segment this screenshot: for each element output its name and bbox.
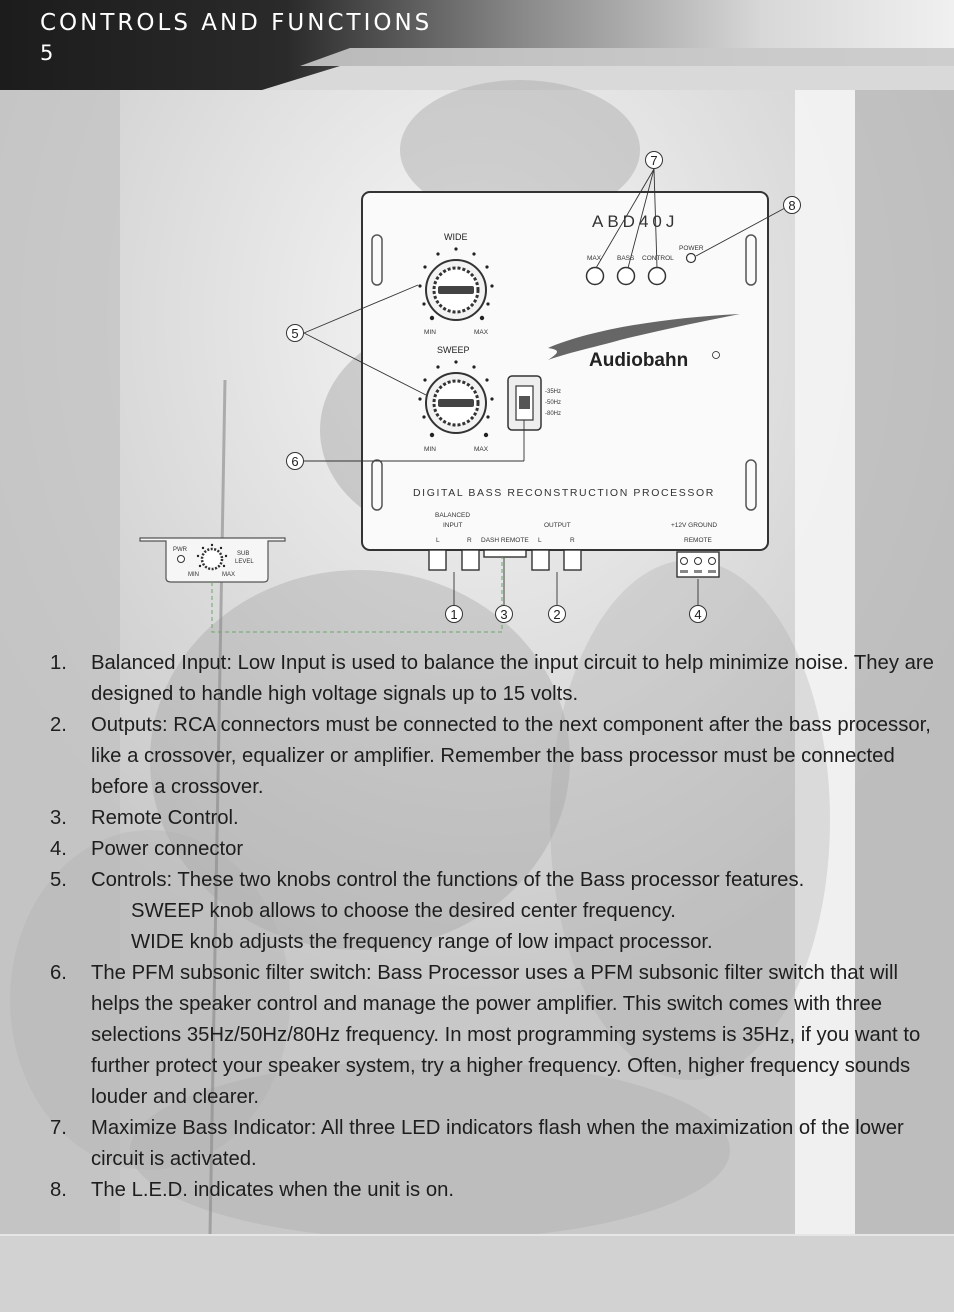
output-r-label: R: [570, 537, 575, 544]
instruction-text: Maximize Bass Indicator: All three LED indicators flash when the maximization of the lower circuit is activated.: [91, 1117, 904, 1170]
instruction-item: [50, 648, 940, 710]
wide-knob[interactable]: [426, 260, 486, 320]
instruction-item: [50, 803, 940, 834]
svg-text:5: 5: [291, 326, 299, 341]
filter-option-35hz: -35Hz: [545, 389, 562, 395]
input-l-label: L: [436, 537, 440, 544]
callout-7: [646, 152, 663, 169]
callout-2: [549, 606, 566, 623]
remote-level-label: LEVEL: [235, 559, 254, 565]
product-label: DIGITAL BASS RECONSTRUCTION PROCESSOR: [413, 487, 715, 499]
instruction-item: [50, 834, 940, 865]
callout-3: [496, 606, 513, 623]
instruction-subtext-wide: WIDE knob adjusts the frequency range of low impact processor.: [131, 931, 713, 953]
output-label: OUTPUT: [544, 522, 571, 529]
instruction-subtext-sweep: SWEEP knob allows to choose the desired center frequency.: [131, 900, 676, 922]
svg-text:8: 8: [788, 198, 796, 213]
sweep-knob-label: SWEEP: [437, 345, 470, 355]
instruction-number: 5.: [50, 869, 67, 891]
instruction-text: Controls: These two knobs control the functions of the Bass processor features.: [91, 869, 805, 891]
instruction-text: Remote Control.: [91, 807, 239, 829]
instruction-number: 1.: [50, 652, 67, 674]
page-number: 5: [40, 41, 54, 65]
power-label: POWER: [679, 245, 704, 252]
instruction-text: Balanced Input: Low Input is used to balance the input circuit to help minimize noise. They are designed to handle high voltage signals up to 15 volts.: [91, 652, 934, 705]
indicator-control-label: CONTROL: [642, 255, 674, 262]
filter-option-50hz: -50Hz: [545, 400, 562, 406]
indicator-max-label: MAX: [587, 255, 602, 262]
sweep-knob[interactable]: [426, 373, 486, 433]
instruction-number: 7.: [50, 1117, 67, 1139]
max-led-icon: [587, 268, 604, 285]
sub-level-knob[interactable]: [202, 549, 222, 569]
instruction-number: 8.: [50, 1179, 67, 1201]
svg-text:6: 6: [291, 454, 299, 469]
svg-text:7: 7: [650, 153, 658, 168]
instruction-text: The L.E.D. indicates when the unit is on.: [91, 1179, 455, 1201]
bass-led-icon: [618, 268, 635, 285]
instruction-item: [50, 1113, 940, 1175]
callout-1: [446, 606, 463, 623]
instruction-number: 6.: [50, 962, 67, 984]
svg-text:4: 4: [694, 607, 702, 622]
subsonic-filter-switch[interactable]: [508, 376, 541, 430]
power-ground-label: +12V GROUND: [671, 522, 718, 529]
remote-min-label: MIN: [188, 572, 199, 578]
remote-label: REMOTE: [684, 537, 712, 544]
callout-4: [690, 606, 707, 623]
svg-text:1: 1: [450, 607, 458, 622]
power-led-icon: [687, 254, 696, 263]
instruction-item: [50, 1175, 940, 1206]
wide-min-label: MIN: [424, 329, 436, 336]
remote-sub-label: SUB: [237, 551, 250, 557]
instruction-text: Power connector: [91, 838, 244, 860]
control-led-icon: [649, 268, 666, 285]
callout-8: [784, 197, 801, 214]
remote-pwr-label: PWR: [173, 547, 187, 553]
remote-pwr-led-icon: [178, 556, 185, 563]
filter-option-80hz: -80Hz: [545, 411, 562, 417]
svg-text:2: 2: [553, 607, 561, 622]
callout-6: [287, 453, 304, 470]
instruction-item: [50, 958, 940, 1113]
page-title: CONTROLS AND FUNCTIONS: [40, 10, 433, 36]
svg-text:3: 3: [500, 607, 508, 622]
balanced-label: BALANCED: [435, 512, 471, 519]
model-name: ABD40J: [592, 212, 679, 231]
dash-remote-label: DASH REMOTE: [481, 537, 529, 544]
input-r-label: R: [467, 537, 472, 544]
wide-max-label: MAX: [474, 329, 489, 336]
callout-5: [287, 325, 304, 342]
instruction-text: Outputs: RCA connectors must be connected to the next component after the bass processor, like a crossover, equalizer or amplifier. Remember the bass processor must be connected before a crossover.: [91, 714, 931, 798]
instruction-number: 2.: [50, 714, 67, 736]
wide-knob-label: WIDE: [444, 232, 468, 242]
sweep-min-label: MIN: [424, 446, 436, 453]
brand-logo: Audiobahn: [589, 350, 689, 371]
instruction-number: 3.: [50, 807, 67, 829]
instruction-list: [50, 648, 940, 1206]
device-diagram: [0, 0, 954, 640]
input-label: INPUT: [443, 522, 463, 529]
output-connectors[interactable]: [532, 550, 581, 570]
dash-remote-connector[interactable]: [484, 550, 526, 557]
power-terminal-block[interactable]: [677, 552, 719, 577]
sweep-max-label: MAX: [474, 446, 489, 453]
balanced-input-connectors[interactable]: [429, 550, 479, 570]
instruction-text: The PFM subsonic filter switch: Bass Processor uses a PFM subsonic filter switch that will helps the speaker control and manage the power amplifier. This switch comes with three selections 35Hz/50Hz/80Hz frequency. In most programming systems is 35Hz, if you want to further protect your speaker system, try a higher frequency. Often, higher frequency sounds louder and clearer.: [91, 962, 921, 1108]
instruction-number: 4.: [50, 838, 67, 860]
remote-max-label: MAX: [222, 572, 236, 578]
instruction-item: [50, 865, 940, 958]
indicator-bass-label: BASS: [617, 255, 635, 262]
output-l-label: L: [538, 537, 542, 544]
instruction-item: [50, 710, 940, 803]
